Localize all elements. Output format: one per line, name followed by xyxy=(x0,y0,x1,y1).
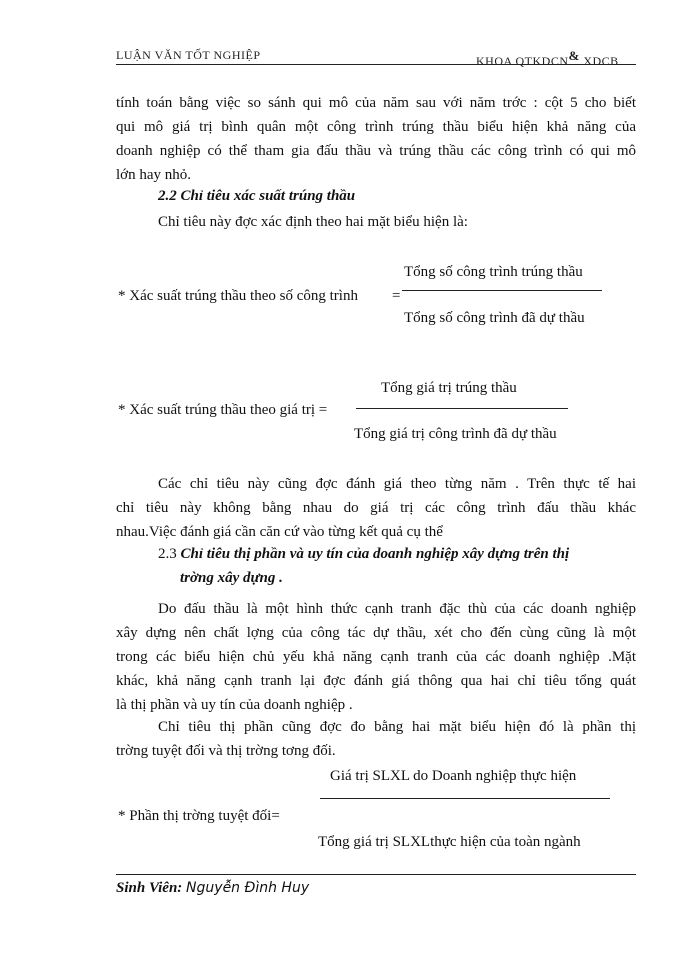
paragraph-line: nhau.Việc đánh giá cần căn cứ vào từng kết quả cụ thể xyxy=(116,524,443,540)
section-2-3-heading-line2: trờng xây dựng . xyxy=(180,570,283,586)
paragraph-line: trờng tuyệt đối và thị trờng tơng đối. xyxy=(116,743,336,759)
paragraph-line: doanh nghiệp có thể tham gia đấu thầu và trúng thầu các công trình có qui mô xyxy=(116,143,636,159)
header-right-text: KHOA QTKDCN xyxy=(476,54,569,68)
formula-2-fraction-bar xyxy=(356,408,568,409)
header-right xyxy=(476,48,619,69)
paragraph-line: trong các biểu hiện chủ yếu khả năng cạnh tranh của các doanh nghiệp .Mặt xyxy=(116,649,636,665)
formula-1-numerator: Tổng số công trình trúng thầu xyxy=(404,264,583,280)
footer xyxy=(116,880,309,897)
paragraph-line: chỉ tiêu này không bằng nhau do giá trị các công trình đấu thầu khác xyxy=(116,500,636,516)
footer-student-name: Nguyễn Đình Huy xyxy=(186,880,310,896)
section-2-2-heading: 2.2 Chỉ tiêu xác suất trúng thầu xyxy=(158,188,356,204)
paragraph-line: Chỉ tiêu thị phần cũng đợc đo bằng hai mặt biểu hiện đó là phần thị xyxy=(158,719,636,735)
paragraph-line: Các chỉ tiêu này cũng đợc đánh giá theo từng năm . Trên thực tế hai xyxy=(158,476,636,492)
formula-3-numerator: Giá trị SLXL do Doanh nghiệp thực hiện xyxy=(330,768,577,784)
formula-2-denominator: Tổng giá trị công trình đã dự thầu xyxy=(354,426,557,442)
section-2-3-heading-line1: Chỉ tiêu thị phần và uy tín của doanh nghiệp xây dựng trên thị xyxy=(180,546,570,562)
section-number: 2.3 xyxy=(158,546,177,562)
formula-1-label: * Xác suất trúng thầu theo số công trình xyxy=(118,288,358,304)
section-2-3-heading xyxy=(158,546,636,563)
paragraph-line: qui mô giá trị bình quân một công trình trúng thầu biểu hiện khả năng của xyxy=(116,119,636,135)
paragraph-line: Do đấu thầu là một hình thức cạnh tranh đặc thù của các doanh nghiệp xyxy=(158,601,636,617)
paragraph-line: lớn hay nhỏ. xyxy=(116,167,192,183)
header-right-tail: XDCB xyxy=(583,54,619,68)
header-left: LUẬN VĂN TỐT NGHIỆP xyxy=(116,48,261,62)
formula-3-fraction-bar xyxy=(320,798,610,799)
paragraph-1 xyxy=(116,91,636,187)
formula-1-fraction-bar xyxy=(402,290,602,291)
formula-2-label: * Xác suất trúng thầu theo giá trị = xyxy=(118,402,328,418)
paragraph-3 xyxy=(116,597,636,717)
section-2-2-intro: Chỉ tiêu này đợc xác định theo hai mặt biểu hiện là: xyxy=(158,214,468,230)
footer-rule xyxy=(116,874,636,875)
paragraph-line: xây dựng nên chất lợng của công tác dự thầu, xét cho đến cùng cũng là một xyxy=(116,625,636,641)
paragraph-4 xyxy=(116,715,636,763)
formula-1-equals: = xyxy=(392,288,401,304)
paragraph-line: khác, khả năng cạnh tranh lại đợc đánh giá thông qua hai chỉ tiêu tổng quát xyxy=(116,673,636,689)
paragraph-line: tính toán bằng việc so sánh qui mô của năm sau với năm trớc : cột 5 cho biết xyxy=(116,95,636,111)
paragraph-2 xyxy=(116,472,636,544)
footer-label: Sinh Viên: xyxy=(116,880,183,896)
formula-3-denominator: Tổng giá trị SLXLthực hiện của toàn ngành xyxy=(318,834,581,850)
formula-3-label: * Phần thị trờng tuyệt đối= xyxy=(118,808,280,824)
header-rule xyxy=(116,64,636,65)
formula-2-numerator: Tổng giá trị trúng thầu xyxy=(381,380,517,396)
formula-1-denominator: Tổng số công trình đã dự thầu xyxy=(404,310,585,326)
paragraph-line: là thị phần và uy tín của doanh nghiệp . xyxy=(116,697,353,713)
header-ampersand: & xyxy=(568,48,580,63)
